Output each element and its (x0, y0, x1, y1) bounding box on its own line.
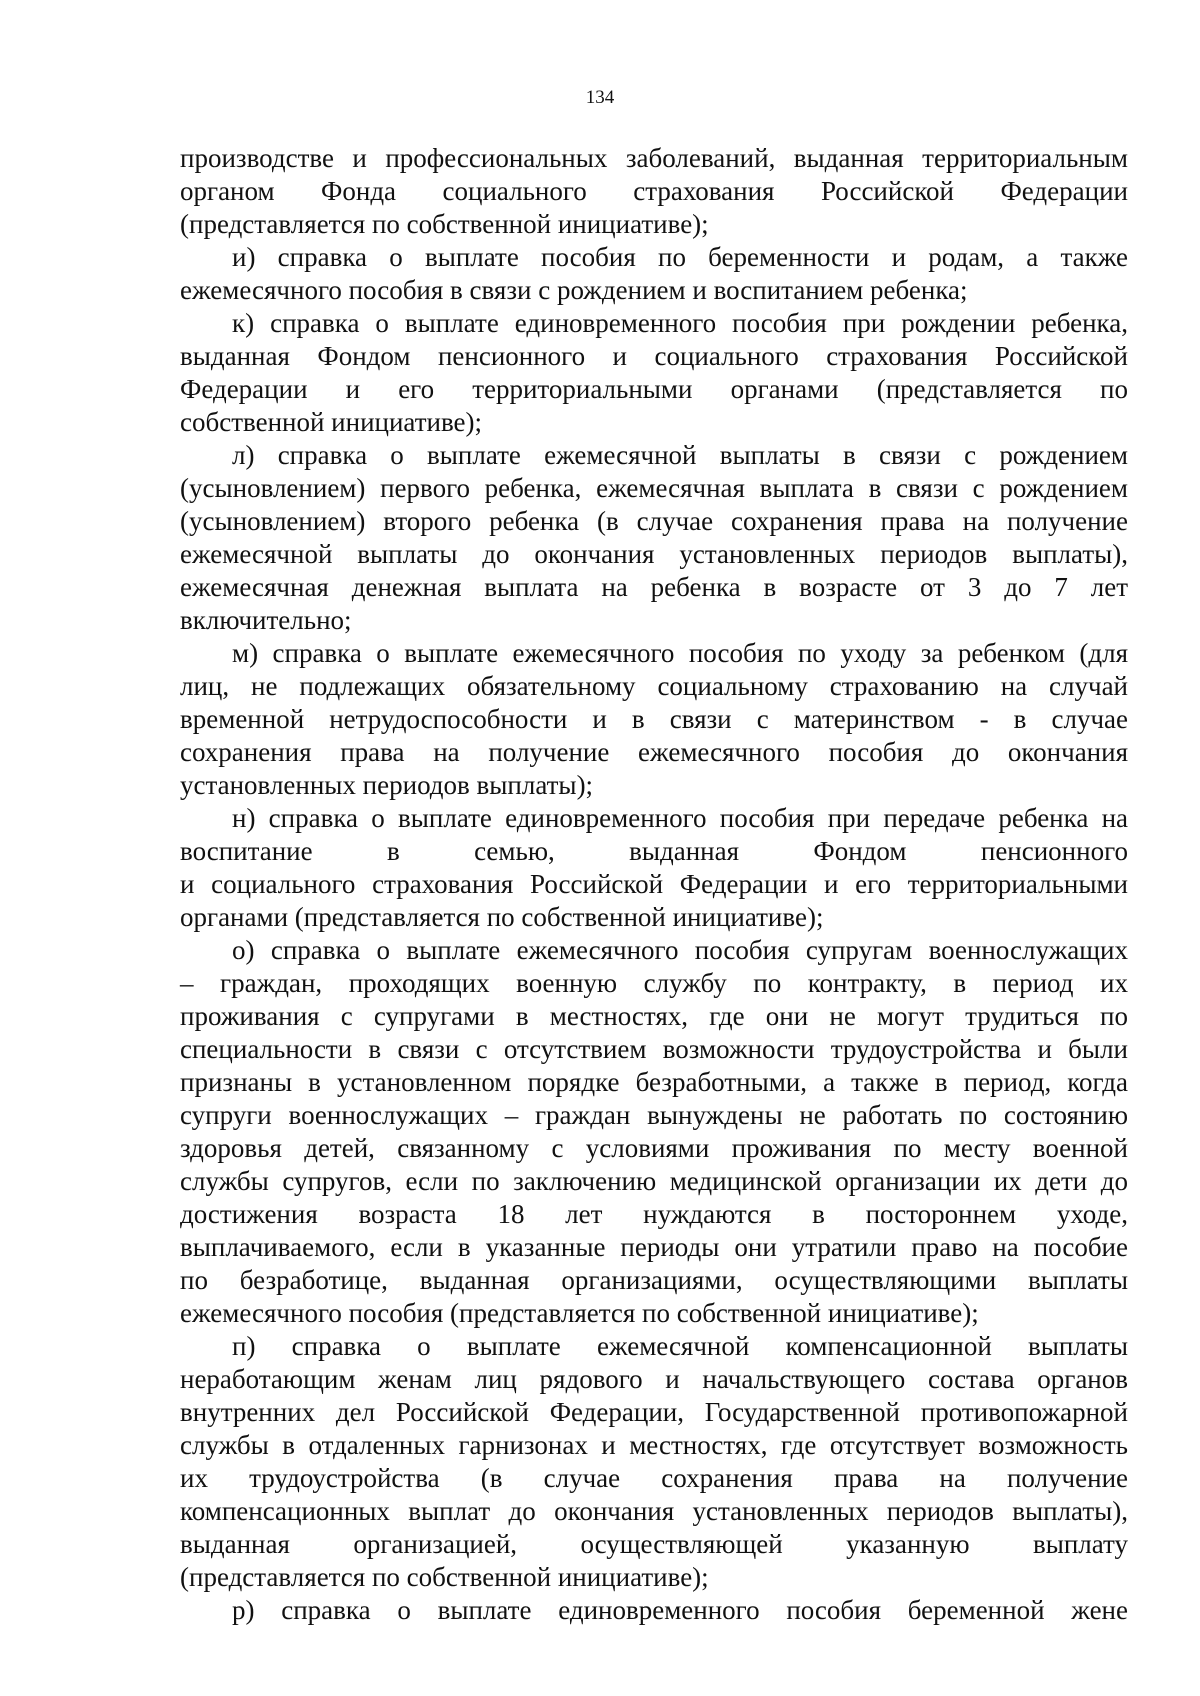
text-line: внутренних дел Российской Федерации, Государственной противопожарной (180, 1397, 1128, 1427)
paragraph (180, 142, 1128, 241)
text-line: – граждан, проходящих военную службу по контракту, в период их (180, 968, 1128, 998)
text-line: ежемесячная денежная выплата на ребенка в возрасте от 3 до 7 лет (180, 572, 1128, 602)
text-line: о) справка о выплате ежемесячного пособия супругам военнослужащих (232, 935, 1128, 965)
text-line: собственной инициативе); (180, 407, 483, 437)
text-line: выданная Фондом пенсионного и социального страхования Российской (180, 341, 1128, 371)
paragraph (180, 439, 1128, 637)
text-line: их трудоустройства (в случае сохранения права на получение (180, 1463, 1128, 1493)
text-line: к) справка о выплате единовременного пособия при рождении ребенка, (232, 308, 1128, 338)
text-line: производстве и профессиональных заболеваний, выданная территориальным (180, 143, 1128, 173)
paragraph (180, 1594, 1128, 1627)
document-body (180, 142, 1128, 1627)
paragraph (180, 307, 1128, 439)
paragraph (180, 637, 1128, 802)
text-line: ежемесячного пособия в связи с рождением и воспитанием ребенка; (180, 275, 968, 305)
text-line: воспитание в семью, выданная Фондом пенсионного (180, 836, 1128, 866)
text-line: ежемесячной выплаты до окончания установленных периодов выплаты), (180, 539, 1128, 569)
paragraph (180, 934, 1128, 1330)
text-line: (усыновлением) второго ребенка (в случае сохранения права на получение (180, 506, 1128, 536)
text-line: службы в отдаленных гарнизонах и местностях, где отсутствует возможность (180, 1430, 1128, 1460)
text-line: компенсационных выплат до окончания установленных периодов выплаты), (180, 1496, 1128, 1526)
text-line: службы супругов, если по заключению медицинской организации их дети до (180, 1166, 1128, 1196)
text-line: неработающим женам лиц рядового и начальствующего состава органов (180, 1364, 1128, 1394)
page-number: 134 (585, 87, 615, 108)
text-line: достижения возраста 18 лет нуждаются в постороннем уходе, (180, 1199, 1128, 1229)
paragraph (180, 1330, 1128, 1594)
text-line: проживания с супругами в местностях, где они не могут трудиться по (180, 1001, 1128, 1031)
text-line: (представляется по собственной инициативе); (180, 209, 709, 239)
paragraph (180, 241, 1128, 307)
text-line: лиц, не подлежащих обязательному социальному страхованию на случай (180, 671, 1128, 701)
text-line: ежемесячного пособия (представляется по собственной инициативе); (180, 1298, 979, 1328)
text-line: сохранения права на получение ежемесячного пособия до окончания (180, 737, 1128, 767)
text-line: здоровья детей, связанному с условиями проживания по месту военной (180, 1133, 1128, 1163)
text-line: и) справка о выплате пособия по беременности и родам, а также (232, 242, 1128, 272)
text-line: органом Фонда социального страхования Российской Федерации (180, 176, 1128, 206)
text-line: (представляется по собственной инициативе); (180, 1562, 709, 1592)
text-line: включительно; (180, 605, 352, 635)
text-line: л) справка о выплате ежемесячной выплаты в связи с рождением (232, 440, 1128, 470)
text-line: временной нетрудоспособности и в связи с материнством - в случае (180, 704, 1128, 734)
text-line: Федерации и его территориальными органами (представляется по (180, 374, 1128, 404)
text-line: п) справка о выплате ежемесячной компенсационной выплаты (232, 1331, 1128, 1361)
text-line: р) справка о выплате единовременного пособия беременной жене (232, 1595, 1128, 1625)
text-line: и социального страхования Российской Федерации и его территориальными (180, 869, 1128, 899)
text-line: супруги военнослужащих – граждан вынуждены не работать по состоянию (180, 1100, 1128, 1130)
text-line: специальности в связи с отсутствием возможности трудоустройства и были (180, 1034, 1128, 1064)
text-line: н) справка о выплате единовременного пособия при передаче ребенка на (232, 803, 1128, 833)
text-line: (усыновлением) первого ребенка, ежемесячная выплата в связи с рождением (180, 473, 1128, 503)
text-line: признаны в установленном порядке безработными, а также в период, когда (180, 1067, 1128, 1097)
text-line: органами (представляется по собственной инициативе); (180, 902, 824, 932)
text-line: выданная организацией, осуществляющей указанную выплату (180, 1529, 1128, 1559)
text-line: по безработице, выданная организациями, осуществляющими выплаты (180, 1265, 1128, 1295)
text-line: установленных периодов выплаты); (180, 770, 594, 800)
text-line: выплачиваемого, если в указанные периоды они утратили право на пособие (180, 1232, 1128, 1262)
paragraph (180, 802, 1128, 934)
text-line: м) справка о выплате ежемесячного пособия по уходу за ребенком (для (232, 638, 1128, 668)
